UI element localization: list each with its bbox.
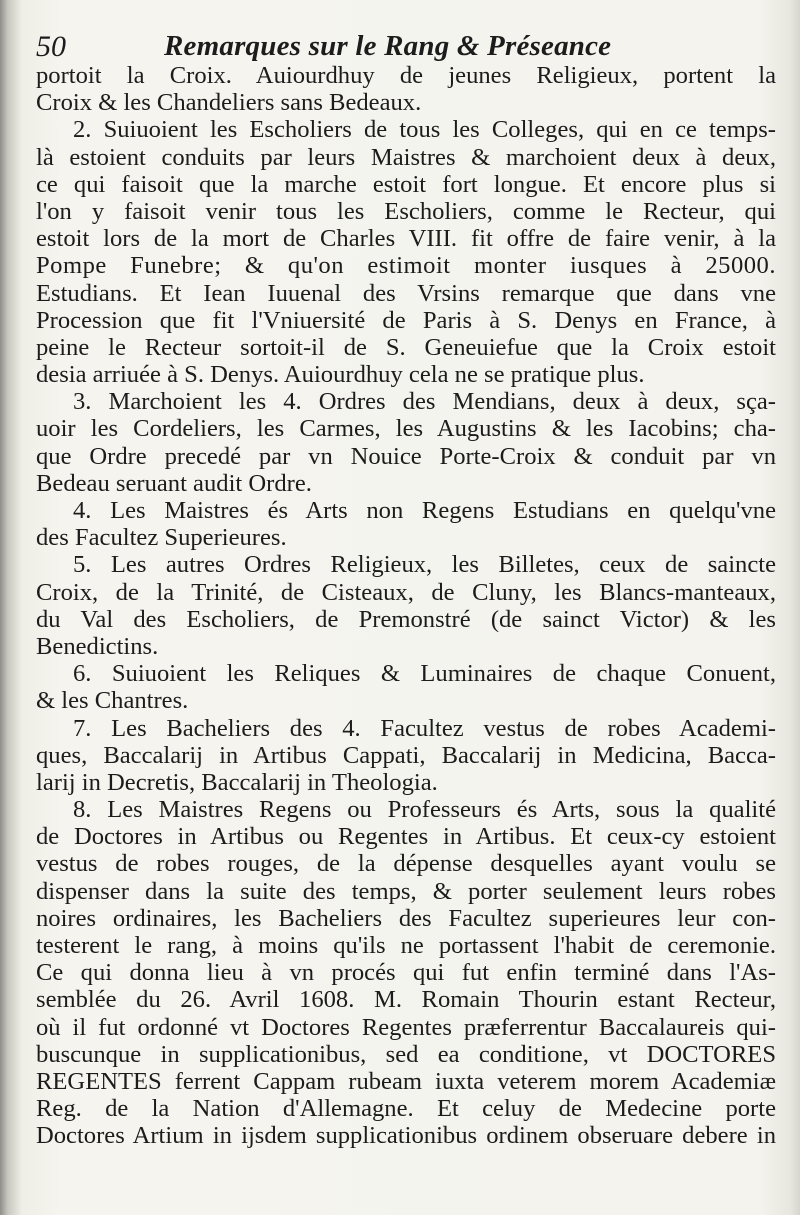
- text-line: que Ordre precedé par vn Nouice Porte-Croix & conduit par vn: [36, 442, 776, 470]
- text-line: Benedictins.: [36, 632, 159, 660]
- text-line: ques, Baccalarij in Artibus Cappati, Baccalarij in Medicina, Bacca-: [36, 741, 776, 769]
- text-line: 6. Suiuoient les Reliques & Luminaires de chaque Conuent,: [73, 660, 776, 688]
- text-line: 7. Les Bacheliers des 4. Facultez vestus de robes Academi-: [73, 714, 776, 742]
- text-line: de Doctores in Artibus ou Regentes in Artibus. Et ceux-cy estoient: [36, 823, 776, 851]
- text-line: Croix & les Chandeliers sans Bedeaux.: [36, 89, 422, 117]
- text-line: desia arriuée à S. Denys. Auiourdhuy cela ne se pratique plus.: [36, 361, 645, 389]
- text-line: Procession que fit l'Vniuersité de Paris à S. Denys en France, à: [36, 306, 776, 334]
- text-line: noires ordinaires, les Bacheliers des Facultez superieures leur con-: [36, 904, 776, 932]
- text-line: 8. Les Maistres Regens ou Professeurs és Arts, sous la qualité: [73, 796, 776, 824]
- text-line: 3. Marchoient les 4. Ordres des Mendians, deux à deux, sça-: [73, 388, 776, 416]
- text-line: peine le Recteur sortoit-il de S. Geneuiefue que la Croix estoit: [36, 333, 776, 361]
- text-line: Ce qui donna lieu à vn procés qui fut enfin terminé dans l'As-: [36, 959, 776, 987]
- text-line: l'on y faisoit venir tous les Escholiers, comme le Recteur, qui: [36, 197, 776, 225]
- text-line: portoit la Croix. Auiourdhuy de jeunes Religieux, portent la: [36, 62, 776, 89]
- text-line: Croix, de la Trinité, de Cisteaux, de Cluny, les Blancs-manteaux,: [36, 578, 776, 606]
- text-line: REGENTES ferrent Cappam rubeam iuxta veterem morem Academiæ: [36, 1067, 776, 1095]
- text-line: 5. Les autres Ordres Religieux, les Billetes, ceux de saincte: [73, 551, 776, 579]
- text-line: des Facultez Superieures.: [36, 524, 287, 552]
- text-line: buscunque in supplicationibus, sed ea conditione, vt DOCTORES: [36, 1040, 776, 1068]
- text-line: estoit lors de la mort de Charles VIII. fit offre de faire venir, à la: [36, 225, 776, 253]
- text-line: ce qui faisoit que la marche estoit fort longue. Et encore plus si: [36, 170, 776, 198]
- text-line: du Val des Escholiers, de Premonstré (de sainct Victor) & les: [36, 605, 776, 633]
- text-line: larij in Decretis, Baccalarij in Theologia.: [36, 768, 438, 796]
- text-line: 4. Les Maistres és Arts non Regens Estudians en quelqu'vne: [73, 497, 776, 524]
- text-line: uoir les Cordeliers, les Carmes, les Augustins & les Iacobins; cha-: [36, 415, 776, 443]
- text-line: Reg. de la Nation d'Allemagne. Et celuy de Medecine porte: [36, 1095, 776, 1123]
- text-line: Bedeau seruant audit Ordre.: [36, 469, 312, 497]
- running-title: Remarques sur le Rang & Préseance: [164, 30, 612, 62]
- text-line: semblée du 26. Avril 1608. M. Romain Thourin estant Recteur,: [36, 986, 776, 1014]
- body-text: [36, 62, 776, 1150]
- text-line: où il fut ordonné vt Doctores Regentes præferrentur Baccalaureis qui-: [36, 1013, 776, 1041]
- text-line: 2. Suiuoient les Escholiers de tous les Colleges, qui en ce temps-: [73, 116, 776, 144]
- text-line: Doctores Artium in ijsdem supplicationibus ordinem obseruare debere in: [36, 1122, 776, 1150]
- text-line: là estoient conduits par leurs Maistres & marchoient deux à deux,: [36, 143, 776, 171]
- text-line: dispenser dans la suite des temps, & porter seulement leurs robes: [36, 877, 776, 905]
- text-line: Pompe Funebre; & qu'on estimoit monter iusques à 25000.: [36, 252, 776, 280]
- text-line: Estudians. Et Iean Iuuenal des Vrsins remarque que dans vne: [36, 279, 776, 307]
- text-line: testerent le rang, à moins qu'ils ne portassent l'habit de ceremonie.: [36, 932, 776, 959]
- text-line: & les Chantres.: [36, 687, 189, 715]
- page-number: 50: [36, 30, 66, 63]
- text-line: vestus de robes rouges, de la dépense desquelles ayant voulu se: [36, 850, 776, 878]
